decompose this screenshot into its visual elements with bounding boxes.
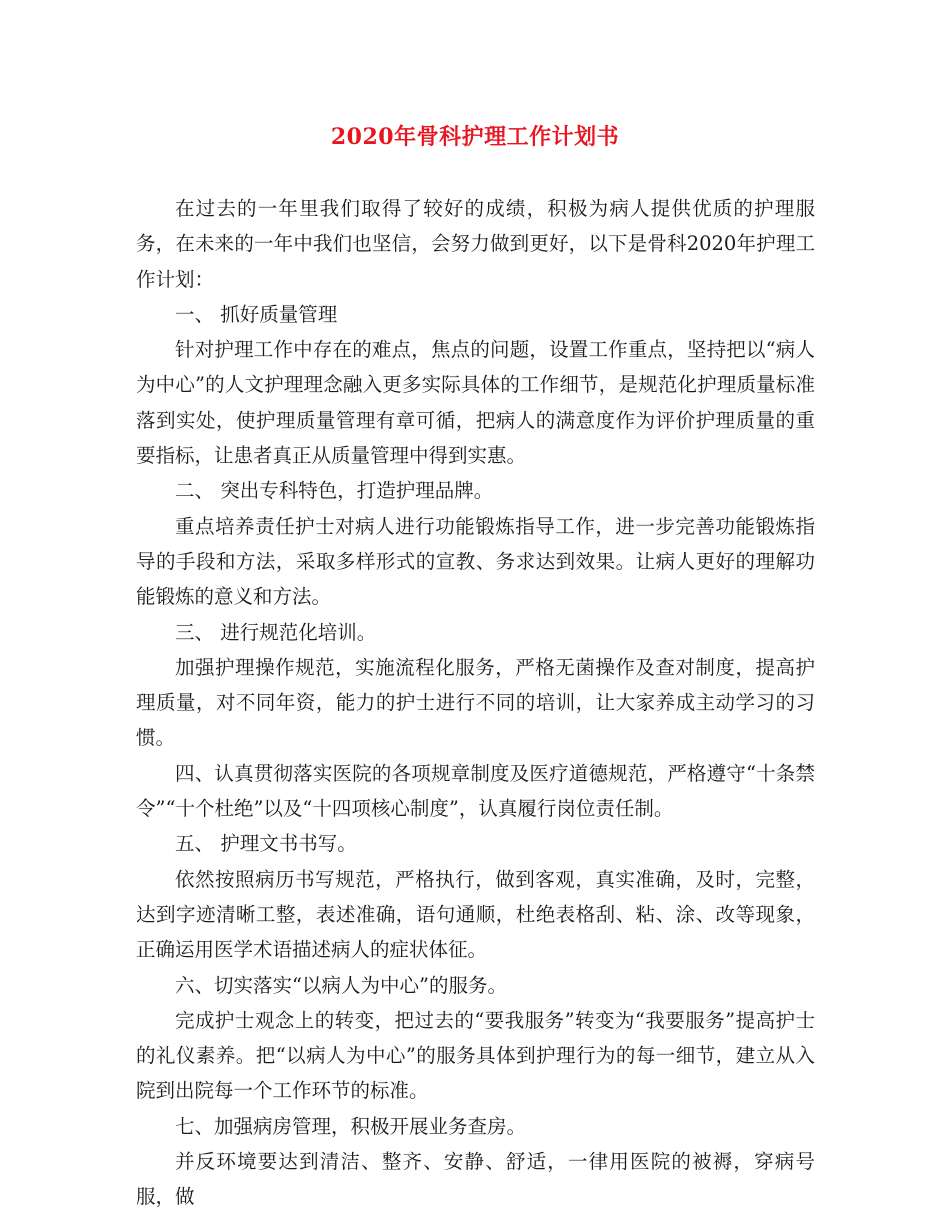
section-heading-quality: 一、 抓好质量管理 bbox=[175, 302, 338, 326]
document-title: 2020年骨科护理工作计划书 bbox=[330, 124, 620, 150]
section-heading-patient-centered: 六、切实落实“以病人为中心”的服务。 bbox=[175, 973, 507, 997]
paragraph-ward: 并反环境要达到清洁、整齐、安静、舒适，一律用医院的被褥，穿病号服，做 bbox=[136, 1150, 815, 1209]
section-heading-specialty: 二、 突出专科特色，打造护理品牌。 bbox=[175, 479, 494, 503]
paragraph-quality: 针对护理工作中存在的难点，焦点的问题，设置工作重点，坚持把以“病人为中心”的人文护理理念融入更多实际具体的工作细节，是规范化护理质量标准落到实处，使护理质量管理有章可循，把病人的满意度作为评价护理质量的重要指标，让患者真正从质量管理中得到实惠。 bbox=[136, 338, 815, 468]
section-heading-ward: 七、加强病房管理，积极开展业务查房。 bbox=[175, 1114, 527, 1138]
paragraph-specialty: 重点培养责任护士对病人进行功能锻炼指导工作，进一步完善功能锻炼指导的手段和方法，采取多样形式的宣教、务求达到效果。让病人更好的理解功能锻炼的意义和方法。 bbox=[136, 514, 815, 609]
section-heading-training: 三、 进行规范化培训。 bbox=[175, 620, 377, 644]
paragraph-training: 加强护理操作规范，实施流程化服务，严格无菌操作及查对制度，提高护理质量，对不同年资，能力的护士进行不同的培训，让大家养成主动学习的习惯。 bbox=[136, 655, 815, 750]
section-heading-records: 五、 护理文书书写。 bbox=[175, 832, 357, 856]
paragraph-records: 依然按照病历书写规范，严格执行，做到客观，真实准确，及时，完整，达到字迹清晰工整，表述准确，语句通顺，杜绝表格刮、粘、涂、改等现象，正确运用医学术语描述病人的症状体征。 bbox=[136, 867, 815, 962]
section-rules: 四、认真贯彻落实医院的各项规章制度及医疗道德规范，严格遵守“十条禁令”“十个杜绝”以及“十四项核心制度”，认真履行岗位责任制。 bbox=[136, 761, 815, 821]
document-body bbox=[136, 191, 815, 1215]
paragraph-patient-centered: 完成护士观念上的转变，把过去的“要我服务”转变为“我要服务”提高护士的礼仪素养。把“以病人为中心”的服务具体到护理行为的每一细节，建立从入院到出院每一个工作环节的标准。 bbox=[136, 1008, 815, 1103]
intro-paragraph: 在过去的一年里我们取得了较好的成绩，积极为病人提供优质的护理服务，在未来的一年中我们也坚信，会努力做到更好，以下是骨科2020年护理工作计划： bbox=[136, 197, 815, 291]
